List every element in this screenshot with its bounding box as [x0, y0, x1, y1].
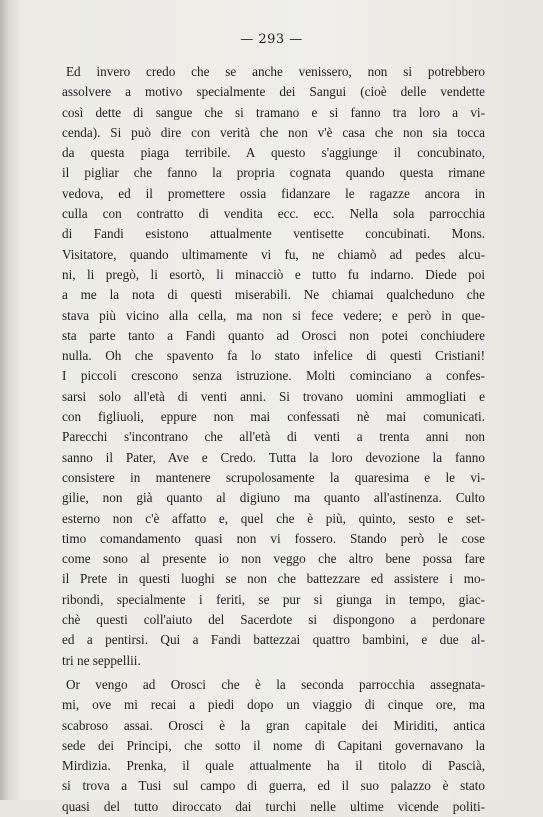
text-line: sta parte tanto a Fandi quanto ad Orosci non potei conchiudere — [62, 327, 485, 343]
text-line: ribondi, specialmente i feriti, se pur si giunga in tempo, giac- — [62, 591, 485, 607]
text-line: culla con contratto di vendita ecc. ecc. Nella sola parrocchia — [62, 206, 485, 222]
text-line: sede dei Principi, che sotto il nome di Capitani governavano la — [62, 737, 485, 753]
page-number: — 293 — — [240, 32, 303, 47]
text-line: gilie, non già quanto al digiuno ma quanto all'astinenza. Culto — [62, 490, 485, 506]
text-line: timo comandamento quasi non vi fossero. Stando però le cose — [62, 530, 485, 546]
text-line: I piccoli crescono senza istruzione. Molti cominciano a confes- — [62, 368, 485, 384]
text-line: assolvere a motivo specialmente dei Sangui (cioè delle vendette — [62, 84, 485, 100]
text-line: con figliuoli, eppure non mai confessati nè mai comunicati. — [62, 409, 485, 425]
paragraph — [62, 675, 485, 817]
text-line: cenda). Si può dire con verità che non v'è casa che non sia tocca — [62, 124, 485, 140]
text-line: si trova a Tusi sul campo di guerra, ed il suo palazzo è stato — [62, 778, 485, 794]
text-line: scabroso assai. Orosci è la gran capitale dei Miriditi, antica — [62, 717, 485, 733]
text-line: di Fandi esistono attualmente ventisette concubinati. Mons. — [62, 226, 485, 242]
text-line: come sono al presente io non veggo che altro bene possa fare — [62, 551, 485, 567]
text-line: ed a pentirsi. Qui a Fandi battezzai quattro bambini, e due al- — [62, 632, 485, 648]
text-line: Visitatore, quando ultimamente vi fu, ne chiamò ad pedes alcu- — [62, 246, 485, 262]
text-line: Ed invero credo che se anche venissero, non si potrebbero — [66, 64, 485, 79]
text-line: mi, ove mi recai a piedi dopo un viaggio di cinque ore, ma — [62, 697, 485, 713]
text-line: Mirdizia. Prenka, il quale attualmente ha il titolo di Pascià, — [62, 758, 485, 774]
text-line: a me la nota di questi miserabili. Ne chiamai qualcheduno che — [62, 287, 485, 303]
text-line: Parecchi s'incontrano che all'età di venti a trenta anni non — [62, 429, 485, 445]
text-line: da questa piaga terribile. A questo s'aggiunge il concubinato, — [62, 145, 485, 161]
text-line: consistere in mantenere scrupolosamente la quaresima e le vi- — [62, 469, 485, 485]
paragraph — [62, 62, 485, 671]
text-line: quasi del tutto diroccato dai turchi nelle ultime vicende politi- — [62, 798, 485, 814]
text-line: così dette di sangue che si tramano e si fanno tra loro a vi- — [62, 104, 485, 120]
text-line: il Prete in questi luoghi se non che battezzare ed assistere i mo- — [62, 571, 485, 587]
text-line: esterno non c'è affatto e, quel che è più, quinto, sesto e set- — [62, 510, 485, 526]
text-line: sanno il Pater, Ave e Credo. Tutta la loro devozione la fanno — [62, 449, 485, 465]
page-body — [62, 62, 485, 817]
text-line: vedova, ed il promettere ossia fidanzare le ragazze ancora in — [62, 185, 485, 201]
text-line: ni, li pregò, li esortò, li minacciò e tutto fu indarno. Diede poi — [62, 266, 485, 282]
text-line: stava più vicino alla cella, ma non si fece vedere; e però in que- — [62, 307, 485, 323]
text-line: sarsi solo all'età di venti anni. Si trovano uomini ammogliati e — [62, 388, 485, 404]
text-line: chè questi coll'aiuto del Sacerdote si dispongono a perdonare — [62, 612, 485, 628]
text-line: tri ne seppellii. — [62, 652, 141, 668]
text-line: nulla. Oh che spavento fa lo stato infelice di questi Cristiani! — [62, 348, 485, 364]
text-line: il pigliar che fanno la propria cognata quando questa rimane — [62, 165, 485, 181]
text-line: Or vengo ad Orosci che è la seconda parrocchia assegnata- — [66, 676, 485, 692]
